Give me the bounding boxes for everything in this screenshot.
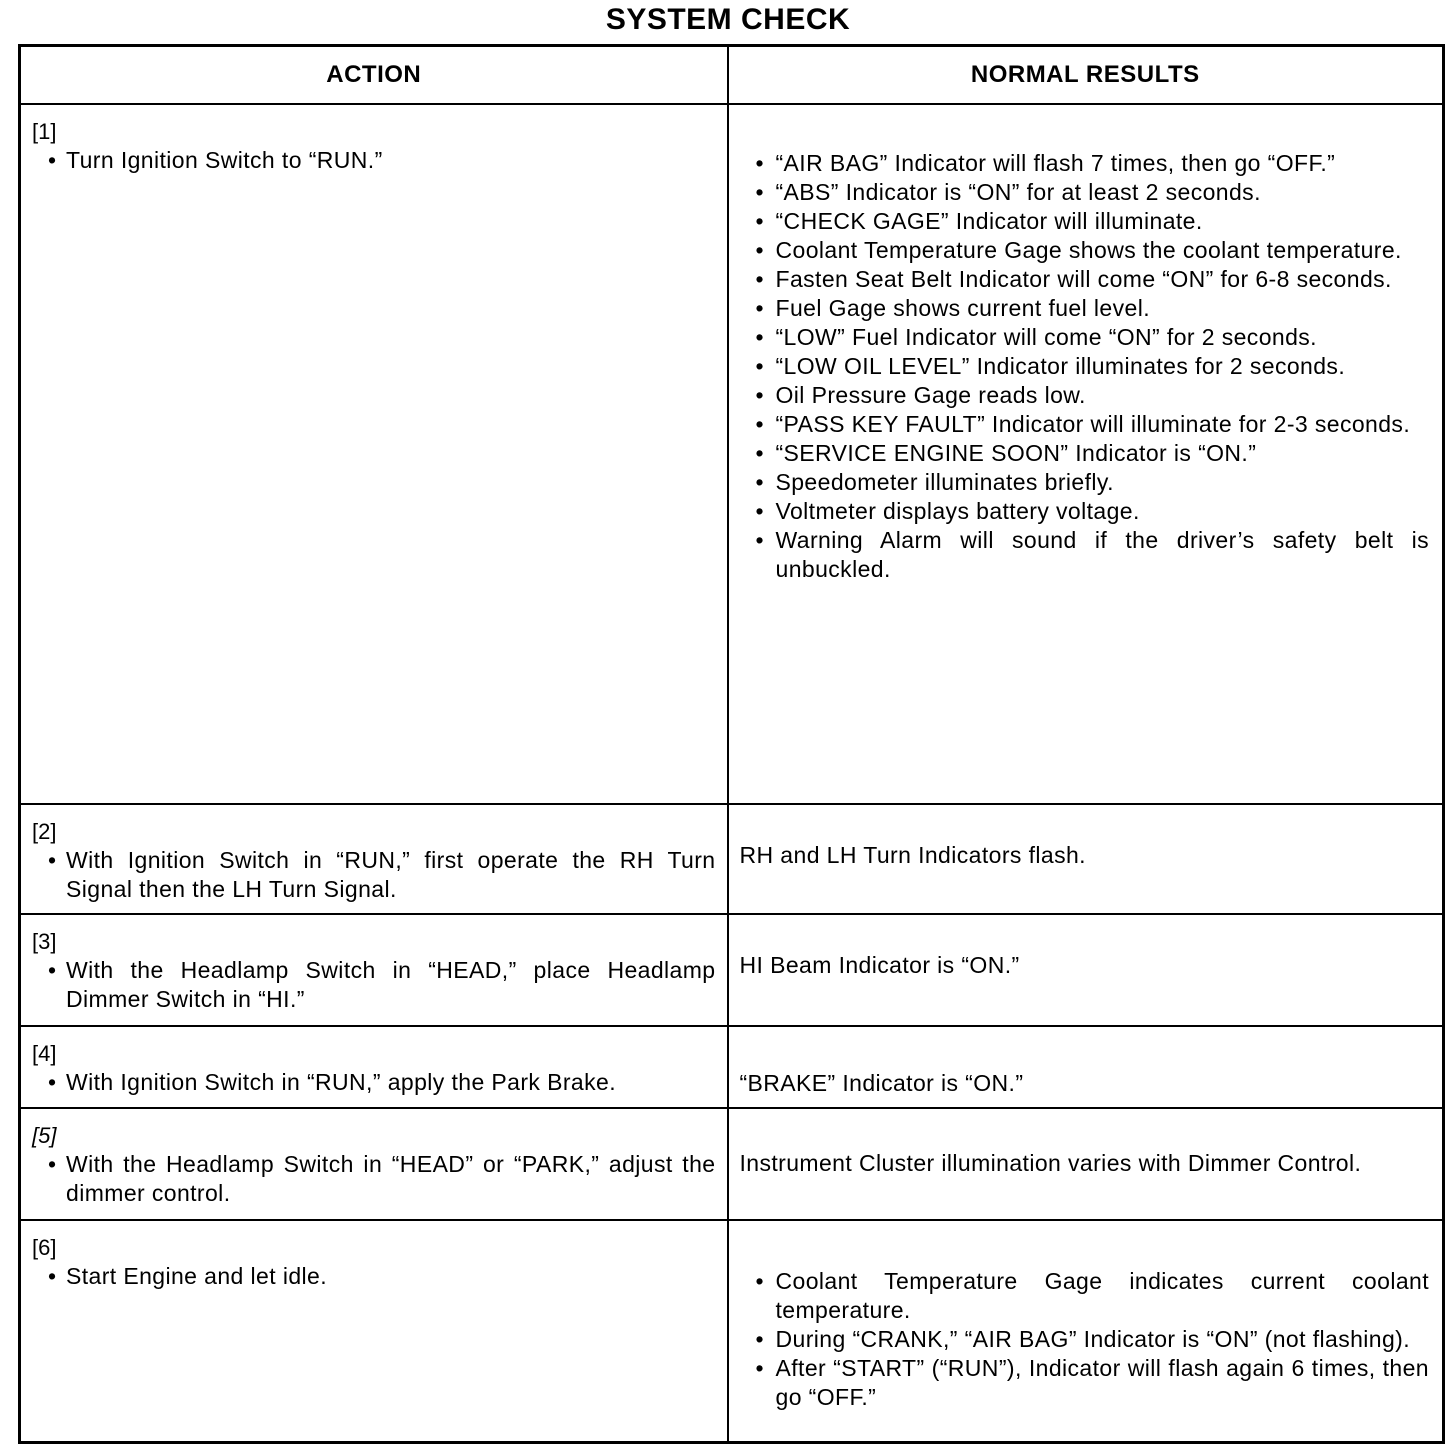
action-text: • Start Engine and let idle. (48, 1263, 328, 1289)
bullet-icon: • (48, 147, 57, 173)
step-number: [1] (32, 119, 57, 144)
list-item: • “ABS” Indicator is “ON” for at least 2 seconds. (755, 179, 1261, 205)
bullet-icon: • (48, 1151, 57, 1177)
action-column-header: ACTION (20, 46, 728, 105)
table-row (20, 914, 1444, 1026)
bullet-icon: • (755, 208, 764, 234)
step-number: [2] (32, 819, 57, 844)
list-item: • Fuel Gage shows current fuel level. (755, 295, 1151, 321)
results-cell (728, 1220, 1444, 1442)
action-text: • With Ignition Switch in “RUN,” first operate the RH Turn Signal then the LH Turn Signal. (48, 847, 716, 902)
bullet-icon: • (755, 295, 764, 321)
results-list (730, 149, 1442, 592)
list-item: • Warning Alarm will sound if the driver’s safety belt is unbuckled. (755, 527, 1429, 582)
bullet-icon: • (755, 1268, 764, 1294)
step-number: [5] (32, 1123, 57, 1148)
bullet-icon: • (48, 1263, 57, 1289)
list-item: • “CHECK GAGE” Indicator will illuminate. (755, 208, 1203, 234)
list-item: • Coolant Temperature Gage shows the coolant temperature. (755, 237, 1402, 263)
results-cell (728, 914, 1444, 1026)
bullet-icon: • (48, 1069, 57, 1095)
action-text: • With the Headlamp Switch in “HEAD,” place Headlamp Dimmer Switch in “HI.” (48, 957, 716, 1012)
result-text: “BRAKE” Indicator is “ON.” (739, 1070, 1024, 1096)
table-row (20, 104, 1444, 804)
results-cell (728, 1108, 1444, 1220)
table-row (20, 1220, 1444, 1442)
list-item: • Fasten Seat Belt Indicator will come “ON” for 6-8 seconds. (755, 266, 1392, 292)
action-text: • With Ignition Switch in “RUN,” apply the Park Brake. (48, 1069, 616, 1095)
results-cell (728, 104, 1444, 804)
results-column-header: NORMAL RESULTS (728, 46, 1444, 105)
result-text: Instrument Cluster illumination varies with Dimmer Control. (739, 1150, 1362, 1176)
bullet-icon: • (755, 411, 764, 437)
table-row (20, 1108, 1444, 1220)
bullet-icon: • (755, 266, 764, 292)
results-cell (728, 804, 1444, 914)
bullet-icon: • (755, 527, 764, 553)
table-row (20, 1026, 1444, 1108)
list-item: • “SERVICE ENGINE SOON” Indicator is “ON.” (755, 440, 1257, 466)
table-header-row (20, 46, 1444, 105)
bullet-icon: • (755, 237, 764, 263)
bullet-icon: • (755, 150, 764, 176)
list-item: • After “START” (“RUN”), Indicator will flash again 6 times, then go “OFF.” (755, 1355, 1429, 1410)
page-title: SYSTEM CHECK (605, 3, 851, 36)
bullet-icon: • (755, 498, 764, 524)
action-cell (20, 914, 728, 1026)
bullet-icon: • (48, 847, 57, 873)
result-text: RH and LH Turn Indicators flash. (739, 842, 1086, 868)
step-number: [3] (32, 929, 57, 954)
bullet-icon: • (755, 353, 764, 379)
list-item: • Voltmeter displays battery voltage. (755, 498, 1140, 524)
list-item: • “LOW OIL LEVEL” Indicator illuminates for 2 seconds. (755, 353, 1346, 379)
list-item: • “AIR BAG” Indicator will flash 7 times, then go “OFF.” (755, 150, 1336, 176)
list-item: • During “CRANK,” “AIR BAG” Indicator is “ON” (not flashing). (755, 1326, 1411, 1352)
bullet-icon: • (755, 1326, 764, 1352)
bullet-icon: • (48, 957, 57, 983)
bullet-icon: • (755, 469, 764, 495)
action-cell (20, 1220, 728, 1442)
action-text: • Turn Ignition Switch to “RUN.” (48, 147, 383, 173)
bullet-icon: • (755, 382, 764, 408)
action-cell (20, 804, 728, 914)
action-cell (20, 1108, 728, 1220)
result-text: HI Beam Indicator is “ON.” (739, 952, 1020, 978)
action-text: • With the Headlamp Switch in “HEAD” or “PARK,” adjust the dimmer control. (48, 1151, 716, 1206)
table-row (20, 804, 1444, 914)
list-item: • “PASS KEY FAULT” Indicator will illuminate for 2-3 seconds. (755, 411, 1411, 437)
list-item: • Oil Pressure Gage reads low. (755, 382, 1086, 408)
action-cell (20, 104, 728, 804)
step-number: [4] (32, 1041, 57, 1066)
results-cell (728, 1026, 1444, 1108)
action-cell (20, 1026, 728, 1108)
list-item: • “LOW” Fuel Indicator will come “ON” for 2 seconds. (755, 324, 1317, 350)
bullet-icon: • (755, 440, 764, 466)
step-number: [6] (32, 1235, 57, 1260)
bullet-icon: • (755, 1355, 764, 1381)
bullet-icon: • (755, 324, 764, 350)
bullet-icon: • (755, 179, 764, 205)
results-list (730, 1267, 1442, 1420)
system-check-table (18, 44, 1445, 1444)
list-item: • Coolant Temperature Gage indicates current coolant temperature. (755, 1268, 1429, 1323)
list-item: • Speedometer illuminates briefly. (755, 469, 1114, 495)
